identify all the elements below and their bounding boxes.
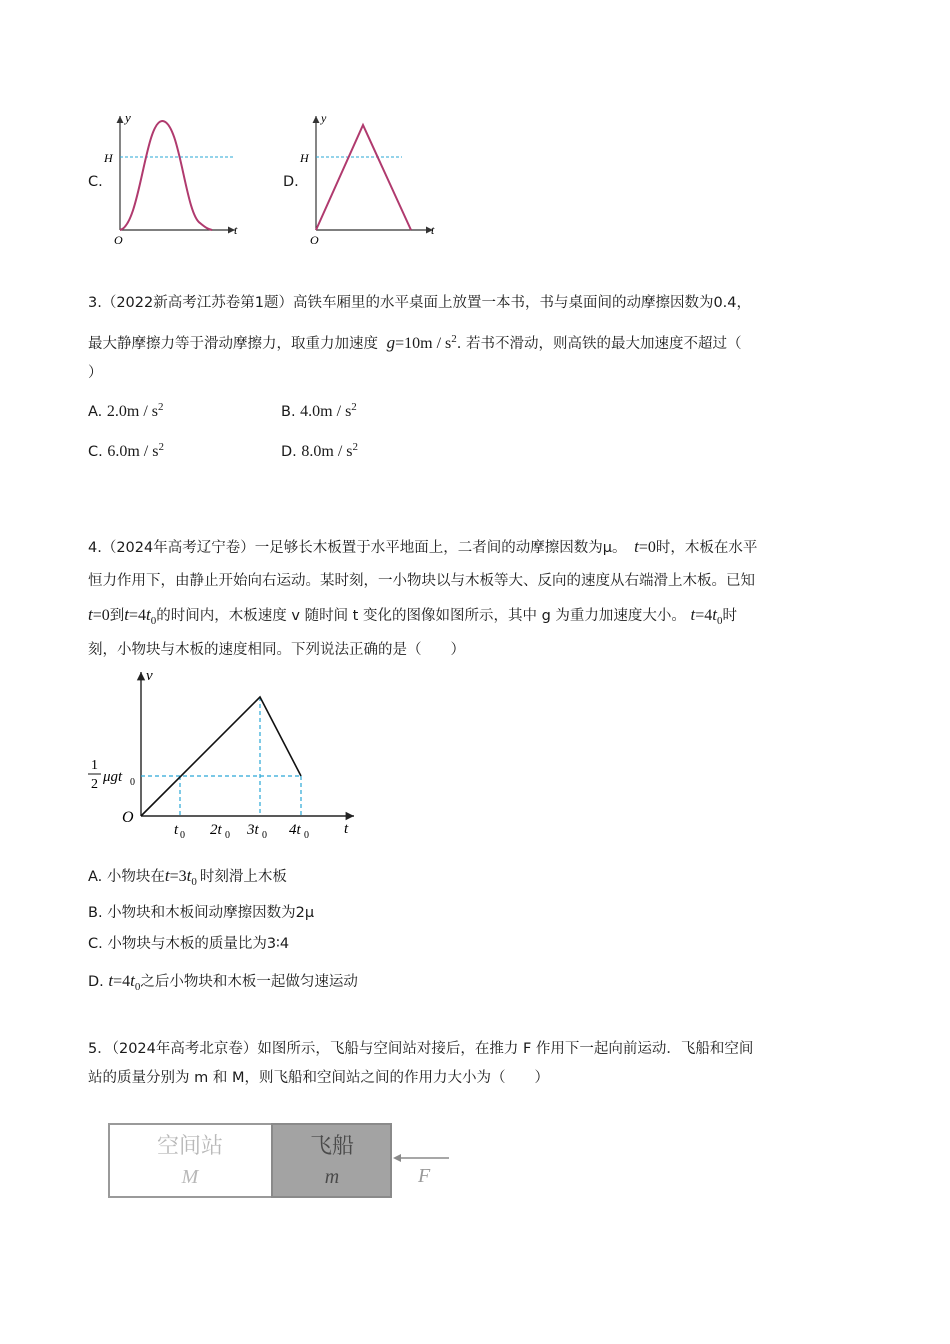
- tick-4t0: 4t: [289, 822, 301, 838]
- math-eq: =3: [169, 868, 187, 885]
- math-t: t: [634, 537, 639, 556]
- text: 之后小物块和木板一起做匀速运动: [140, 974, 358, 990]
- option-label: B.: [281, 403, 296, 420]
- level-fraction-den: 2: [91, 777, 98, 792]
- math-sub: 0: [191, 875, 197, 888]
- tick-2t0: 2t: [210, 822, 222, 838]
- ship-mass: m: [324, 1166, 340, 1188]
- option-exp: 2: [351, 401, 357, 413]
- level-expr: μgt: [103, 769, 123, 785]
- text: 时: [722, 608, 737, 624]
- q3-stem-post: . 若书不滑动，则高铁的最大加速度不超过（: [456, 335, 742, 352]
- tick-sub: 0: [262, 830, 267, 841]
- q2-option-d-label: D.: [283, 174, 299, 190]
- option-exp: 2: [352, 441, 359, 453]
- t-axis-label: t: [431, 223, 435, 237]
- origin-label: O: [114, 233, 123, 247]
- text: 时刻滑上木板: [199, 869, 287, 885]
- math-sub: 0: [134, 980, 141, 993]
- text: 时，木板在水平: [655, 540, 758, 556]
- math-eq: =4: [129, 607, 147, 624]
- q4-stem-line3: [88, 605, 737, 631]
- t-axis-label: t: [234, 223, 238, 237]
- tick-sub: 0: [225, 830, 230, 841]
- station-name: 空间站: [156, 1133, 224, 1158]
- v-axis-label: v: [146, 668, 153, 684]
- option-exp: 2: [158, 401, 164, 413]
- force-label: F: [418, 1165, 431, 1187]
- q4-option-b: B. 小物块和木板间动摩擦因数为2μ: [88, 905, 315, 921]
- q3-option-a: [88, 397, 164, 422]
- option-value: 2.0m / s: [106, 402, 159, 420]
- option-label: A.: [88, 403, 103, 420]
- option-label: D.: [281, 443, 297, 460]
- q4-option-c: C. 小物块与木板的质量比为3∶4: [88, 936, 290, 952]
- y-axis-label: y: [321, 111, 327, 125]
- q4-option-a: [88, 866, 287, 892]
- level-fraction-num: 1: [91, 758, 98, 773]
- q5-docking-figure: [104, 1120, 464, 1202]
- tick-t0: t: [174, 822, 179, 838]
- q3-option-d: [281, 437, 358, 462]
- option-value: 4.0m / s: [300, 402, 352, 420]
- math-t: t: [146, 605, 151, 624]
- q3-g-exp: 2: [451, 333, 457, 345]
- math-eq: =0: [638, 539, 656, 556]
- math-t: t: [88, 605, 93, 624]
- math-eq: =4: [695, 607, 713, 624]
- option-label: C.: [88, 443, 103, 460]
- q5-stem-line1: 5．（2024年高考北京卷）如图所示，飞船与空间站对接后，在推力 F 作用下一起向前运动．飞船和空间: [88, 1041, 754, 1057]
- option-exp: 2: [158, 441, 164, 453]
- q3-option-c: [88, 437, 164, 462]
- text: 到: [109, 608, 125, 624]
- math-t: t: [186, 866, 192, 885]
- q3-stem-line2: [88, 329, 741, 354]
- q4-stem-line1: [88, 537, 757, 558]
- math-t: t: [164, 866, 170, 885]
- math-eq: =0: [92, 607, 110, 624]
- q3-g-value: =10m / s: [395, 334, 452, 352]
- t-axis-label: t: [344, 821, 349, 837]
- text: 的时间内，木板速度 v 随时间 t 变化的图像如图所示，其中 g 为重力加速度大小。: [156, 608, 686, 624]
- q4-option-d: [88, 971, 358, 997]
- q3-stem-line1: 3.（2022新高考江苏卷第1题）高铁车厢里的水平桌面上放置一本书，书与桌面间的动摩擦因数为0.4，: [88, 295, 752, 311]
- option-value: 6.0m / s: [107, 442, 159, 460]
- origin-label: O: [310, 233, 319, 247]
- math-t: t: [124, 605, 129, 624]
- math-sub: 0: [150, 614, 157, 627]
- q4-vt-graph: [84, 662, 374, 842]
- bell-curve: [120, 121, 212, 230]
- math-sub: 0: [717, 614, 723, 627]
- q3-stem-pre: 最大静摩擦力等于滑动摩擦力，取重力加速度: [88, 335, 378, 352]
- origin-label: O: [122, 809, 134, 826]
- station-mass: M: [181, 1166, 199, 1188]
- q3-g-symbol: g: [386, 332, 396, 352]
- tick-sub: 0: [180, 830, 185, 841]
- text: D.: [88, 974, 104, 990]
- q4-stem-line2: 恒力作用下，由静止开始向右运动。某时刻，一小物块以与木板等大、反向的速度从右端滑上木板。已知: [88, 573, 755, 589]
- text: A. 小物块在: [88, 869, 165, 885]
- h-label: H: [300, 151, 309, 165]
- h-label: H: [104, 151, 113, 165]
- q2-option-c-graph: [100, 108, 250, 248]
- force-arrowhead: [393, 1154, 401, 1162]
- q4-stem-line4: 刻，小物块与木板的速度相同。下列说法正确的是（ ）: [88, 642, 465, 658]
- math-t: t: [130, 971, 135, 990]
- ship-name: 飞船: [309, 1133, 355, 1158]
- velocity-curve: [141, 697, 301, 816]
- tick-sub: 0: [304, 830, 309, 841]
- y-axis-label: y: [125, 110, 131, 125]
- q3-stem-line3: ）: [88, 365, 103, 381]
- q2-option-c-label: C.: [88, 174, 103, 190]
- math-t: t: [108, 971, 114, 990]
- math-eq: =4: [113, 973, 131, 990]
- q5-stem-line2: 站的质量分别为 m 和 M，则飞船和空间站之间的作用力大小为（ ）: [88, 1070, 549, 1086]
- tick-3t0: 3t: [247, 822, 259, 838]
- q2-option-d-graph: [296, 108, 446, 248]
- math-t: t: [712, 605, 717, 624]
- math-t: t: [690, 605, 696, 624]
- triangle-curve: [316, 125, 411, 230]
- option-value: 8.0m / s: [301, 442, 353, 460]
- text: 4.（2024年高考辽宁卷）一足够长木板置于水平地面上，二者间的动摩擦因数为μ。: [88, 540, 627, 556]
- q3-option-b: [281, 397, 357, 422]
- level-sub: 0: [130, 777, 135, 788]
